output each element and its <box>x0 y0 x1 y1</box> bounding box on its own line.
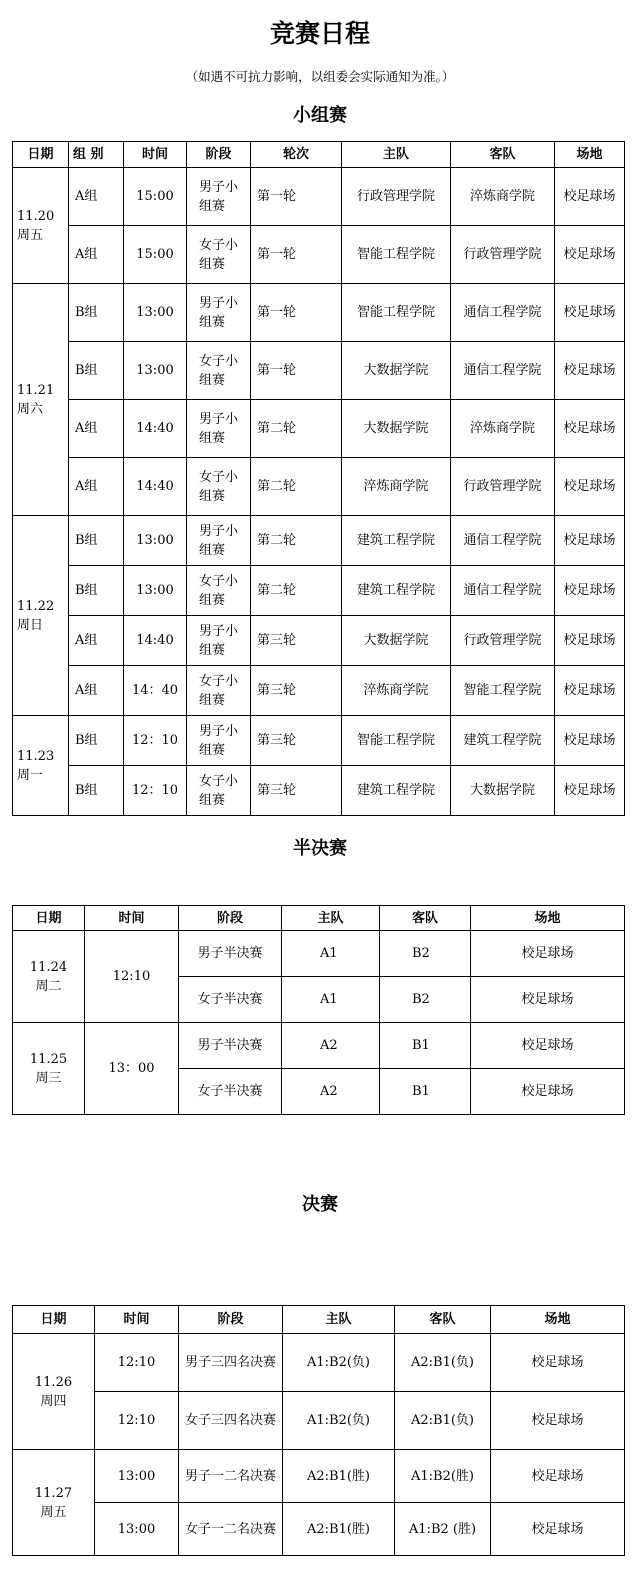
group-cell: A组 <box>69 400 124 458</box>
home-team-cell: 大数据学院 <box>342 616 451 666</box>
stage-value: 男子小组赛 <box>199 295 239 330</box>
group-cell: B组 <box>69 716 124 766</box>
weekday-value: 周日 <box>17 617 44 633</box>
venue-cell: 校足球场 <box>491 1392 625 1450</box>
weekday-value: 周二 <box>35 978 62 994</box>
home-team-cell: 智能工程学院 <box>342 226 451 284</box>
header-time: 时间 <box>124 142 187 168</box>
table-row <box>13 284 625 342</box>
semifinal-table <box>12 905 625 1115</box>
date-cell <box>13 516 69 716</box>
stage-cell <box>187 766 251 816</box>
round-cell: 第二轮 <box>251 458 342 516</box>
home-team-cell: A2:B1(胜) <box>283 1450 395 1503</box>
stage-value: 女子小组赛 <box>199 469 239 504</box>
group-cell: A组 <box>69 168 124 226</box>
group-cell: A组 <box>69 616 124 666</box>
away-team-cell: 通信工程学院 <box>451 566 555 616</box>
date-cell <box>13 1334 95 1450</box>
stage-cell <box>187 666 251 716</box>
date-value: 11.21 <box>17 382 55 398</box>
time-cell: 12:10 <box>95 1334 179 1392</box>
time-cell: 13:00 <box>124 342 187 400</box>
stage-cell <box>187 342 251 400</box>
stage-cell <box>187 168 251 226</box>
group-cell: B组 <box>69 284 124 342</box>
time-cell: 12：10 <box>124 766 187 816</box>
venue-cell: 校足球场 <box>555 400 625 458</box>
round-cell: 第一轮 <box>251 168 342 226</box>
time-cell: 14:40 <box>124 458 187 516</box>
stage-value: 男子小组赛 <box>199 411 239 446</box>
weekday-value: 周三 <box>35 1070 62 1086</box>
home-team-cell: A1:B2(负) <box>283 1392 395 1450</box>
date-value: 11.27 <box>34 1485 73 1501</box>
venue-cell: 校足球场 <box>555 458 625 516</box>
time-cell: 13:00 <box>124 516 187 566</box>
header-venue: 场地 <box>555 142 625 168</box>
round-cell: 第一轮 <box>251 342 342 400</box>
away-team-cell: 行政管理学院 <box>451 616 555 666</box>
table-row <box>13 766 625 816</box>
group-cell: B组 <box>69 566 124 616</box>
time-cell: 13:00 <box>124 284 187 342</box>
stage-value: 女子小组赛 <box>199 773 239 808</box>
time-cell: 12:10 <box>95 1392 179 1450</box>
home-team-cell: 行政管理学院 <box>342 168 451 226</box>
final-header-stage: 阶段 <box>179 1306 283 1334</box>
semi-header-venue: 场地 <box>471 906 625 931</box>
date-value: 11.20 <box>17 208 55 224</box>
date-cell <box>13 284 69 516</box>
table-row <box>13 1023 625 1069</box>
time-cell: 15:00 <box>124 168 187 226</box>
page-title: 竞赛日程 <box>269 19 370 48</box>
home-team-cell: A2 <box>282 1023 380 1069</box>
home-team-cell: A1:B2(负) <box>283 1334 395 1392</box>
stage-cell: 女子半决赛 <box>179 977 282 1023</box>
semifinal-heading: 半决赛 <box>293 838 347 859</box>
table-row <box>13 516 625 566</box>
venue-cell: 校足球场 <box>555 566 625 616</box>
venue-cell: 校足球场 <box>471 1023 625 1069</box>
venue-cell: 校足球场 <box>555 168 625 226</box>
table-row <box>13 1334 625 1392</box>
away-team-cell: B2 <box>380 931 471 977</box>
header-round: 轮次 <box>251 142 342 168</box>
date-value: 11.22 <box>17 598 55 614</box>
away-team-cell: 淬炼商学院 <box>451 400 555 458</box>
round-cell: 第三轮 <box>251 766 342 816</box>
home-team-cell: 智能工程学院 <box>342 716 451 766</box>
time-cell: 15:00 <box>124 226 187 284</box>
date-cell <box>13 1450 95 1556</box>
stage-cell <box>187 284 251 342</box>
stage-cell <box>187 566 251 616</box>
home-team-cell: 建筑工程学院 <box>342 566 451 616</box>
weekday-value: 周一 <box>17 767 44 783</box>
home-team-cell: 大数据学院 <box>342 400 451 458</box>
round-cell: 第二轮 <box>251 516 342 566</box>
weekday-value: 周六 <box>17 401 44 417</box>
table-row <box>13 616 625 666</box>
stage-value: 男子小组赛 <box>199 623 239 658</box>
stage-cell: 男子半决赛 <box>179 1023 282 1069</box>
away-team-cell: 行政管理学院 <box>451 226 555 284</box>
round-cell: 第二轮 <box>251 566 342 616</box>
venue-cell: 校足球场 <box>555 516 625 566</box>
time-cell: 12：10 <box>124 716 187 766</box>
round-cell: 第三轮 <box>251 716 342 766</box>
table-row <box>13 1450 625 1503</box>
venue-cell: 校足球场 <box>555 716 625 766</box>
stage-cell <box>187 400 251 458</box>
group-cell: A组 <box>69 226 124 284</box>
home-team-cell: 建筑工程学院 <box>342 516 451 566</box>
time-cell: 14:40 <box>124 400 187 458</box>
away-team-cell: 通信工程学院 <box>451 284 555 342</box>
final-header-time: 时间 <box>95 1306 179 1334</box>
final-header-home: 主队 <box>283 1306 395 1334</box>
group-stage-table <box>12 141 625 816</box>
home-team-cell: A1 <box>282 931 380 977</box>
round-cell: 第三轮 <box>251 616 342 666</box>
away-team-cell: B1 <box>380 1069 471 1115</box>
final-header-date: 日期 <box>13 1306 95 1334</box>
round-cell: 第三轮 <box>251 666 342 716</box>
date-cell <box>13 931 85 1023</box>
home-team-cell: 淬炼商学院 <box>342 458 451 516</box>
table-row <box>13 666 625 716</box>
venue-cell: 校足球场 <box>555 616 625 666</box>
stage-cell <box>187 716 251 766</box>
away-team-cell: A2:B1(负) <box>395 1392 491 1450</box>
header-home: 主队 <box>342 142 451 168</box>
venue-cell: 校足球场 <box>491 1334 625 1392</box>
stage-value: 女子小组赛 <box>199 573 239 608</box>
date-cell <box>13 1023 85 1115</box>
stage-value: 男子小组赛 <box>199 523 239 558</box>
time-cell: 13:00 <box>124 566 187 616</box>
table-row <box>13 168 625 226</box>
final-heading: 决赛 <box>302 1194 338 1215</box>
venue-cell: 校足球场 <box>491 1503 625 1556</box>
header-group: 组 别 <box>69 142 124 168</box>
table-row <box>13 342 625 400</box>
home-team-cell: 建筑工程学院 <box>342 766 451 816</box>
time-cell: 13：00 <box>85 1023 179 1115</box>
weekday-value: 周五 <box>40 1504 67 1520</box>
group-cell: B组 <box>69 342 124 400</box>
venue-cell: 校足球场 <box>471 931 625 977</box>
date-cell <box>13 716 69 816</box>
stage-cell: 女子三四名决赛 <box>179 1392 283 1450</box>
home-team-cell: 智能工程学院 <box>342 284 451 342</box>
away-team-cell: 淬炼商学院 <box>451 168 555 226</box>
table-row <box>13 226 625 284</box>
table-row <box>13 1392 625 1450</box>
venue-cell: 校足球场 <box>555 284 625 342</box>
time-cell: 14：40 <box>124 666 187 716</box>
stage-value: 男子小组赛 <box>199 723 239 758</box>
away-team-cell: 行政管理学院 <box>451 458 555 516</box>
date-value: 11.24 <box>29 959 68 975</box>
header-away: 客队 <box>451 142 555 168</box>
venue-cell: 校足球场 <box>555 342 625 400</box>
table-row <box>13 1503 625 1556</box>
group-cell: B组 <box>69 766 124 816</box>
stage-value: 男子小组赛 <box>199 179 239 214</box>
round-cell: 第一轮 <box>251 284 342 342</box>
stage-cell: 男子一二名决赛 <box>179 1450 283 1503</box>
header-date: 日期 <box>13 142 69 168</box>
away-team-cell: B1 <box>380 1023 471 1069</box>
semi-header-time: 时间 <box>85 906 179 931</box>
stage-cell: 男子半决赛 <box>179 931 282 977</box>
group-cell: A组 <box>69 666 124 716</box>
semi-header-date: 日期 <box>13 906 85 931</box>
stage-cell <box>187 458 251 516</box>
venue-cell: 校足球场 <box>491 1450 625 1503</box>
table-row <box>13 566 625 616</box>
date-cell <box>13 168 69 284</box>
weekday-value: 周五 <box>17 227 44 243</box>
home-team-cell: 淬炼商学院 <box>342 666 451 716</box>
stage-value: 女子小组赛 <box>199 673 239 708</box>
away-team-cell: A1:B2 (胜) <box>395 1503 491 1556</box>
final-table <box>12 1305 625 1556</box>
away-team-cell: 智能工程学院 <box>451 666 555 716</box>
home-team-cell: A1 <box>282 977 380 1023</box>
round-cell: 第一轮 <box>251 226 342 284</box>
table-row <box>13 716 625 766</box>
away-team-cell: A1:B2(胜) <box>395 1450 491 1503</box>
stage-cell <box>187 516 251 566</box>
venue-cell: 校足球场 <box>555 226 625 284</box>
away-team-cell: 通信工程学院 <box>451 342 555 400</box>
time-cell: 14:40 <box>124 616 187 666</box>
final-header-away: 客队 <box>395 1306 491 1334</box>
table-row <box>13 458 625 516</box>
semi-header-stage: 阶段 <box>179 906 282 931</box>
group-cell: A组 <box>69 458 124 516</box>
group-cell: B组 <box>69 516 124 566</box>
stage-value: 女子小组赛 <box>199 237 239 272</box>
final-header-venue: 场地 <box>491 1306 625 1334</box>
time-cell: 13:00 <box>95 1503 179 1556</box>
time-cell: 13:00 <box>95 1450 179 1503</box>
venue-cell: 校足球场 <box>471 977 625 1023</box>
semi-header-home: 主队 <box>282 906 380 931</box>
semi-header-away: 客队 <box>380 906 471 931</box>
home-team-cell: A2:B1(胜) <box>283 1503 395 1556</box>
away-team-cell: A2:B1(负) <box>395 1334 491 1392</box>
away-team-cell: 通信工程学院 <box>451 516 555 566</box>
round-cell: 第二轮 <box>251 400 342 458</box>
away-team-cell: 大数据学院 <box>451 766 555 816</box>
venue-cell: 校足球场 <box>555 766 625 816</box>
disclaimer-note: （如遇不可抗力影响，以组委会实际通知为准。） <box>185 69 455 84</box>
weekday-value: 周四 <box>40 1393 67 1409</box>
stage-value: 女子小组赛 <box>199 353 239 388</box>
date-value: 11.25 <box>29 1051 68 1067</box>
stage-cell: 女子一二名决赛 <box>179 1503 283 1556</box>
home-team-cell: A2 <box>282 1069 380 1115</box>
away-team-cell: B2 <box>380 977 471 1023</box>
stage-cell: 男子三四名决赛 <box>179 1334 283 1392</box>
table-row <box>13 931 625 977</box>
date-value: 11.23 <box>17 748 55 764</box>
venue-cell: 校足球场 <box>555 666 625 716</box>
header-stage: 阶段 <box>187 142 251 168</box>
table-row <box>13 400 625 458</box>
home-team-cell: 大数据学院 <box>342 342 451 400</box>
stage-cell <box>187 616 251 666</box>
venue-cell: 校足球场 <box>471 1069 625 1115</box>
away-team-cell: 建筑工程学院 <box>451 716 555 766</box>
time-cell: 12:10 <box>85 931 179 1023</box>
date-value: 11.26 <box>34 1374 73 1390</box>
group-stage-heading: 小组赛 <box>293 105 347 126</box>
stage-cell <box>187 226 251 284</box>
stage-cell: 女子半决赛 <box>179 1069 282 1115</box>
